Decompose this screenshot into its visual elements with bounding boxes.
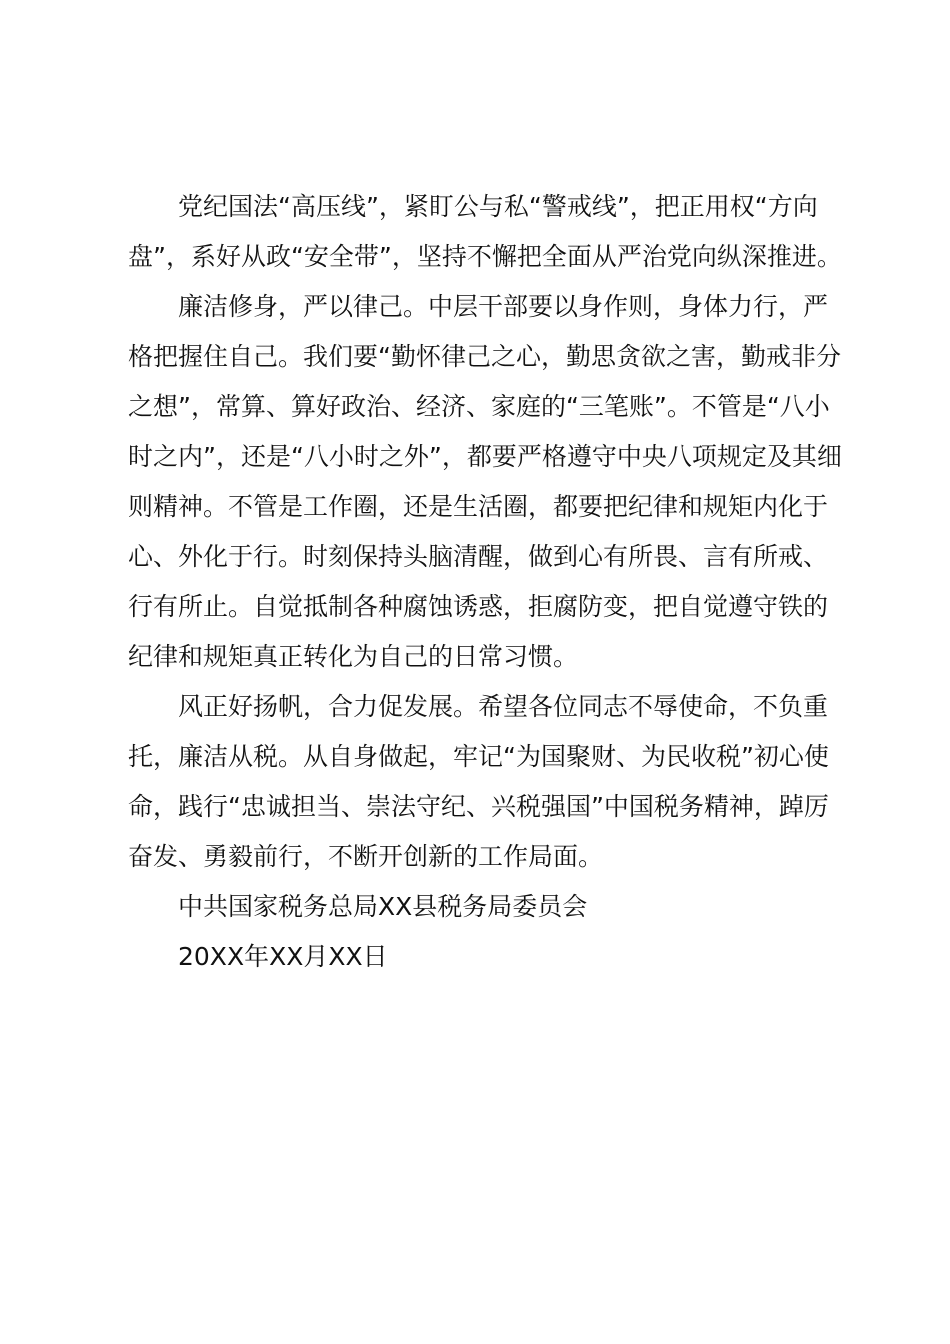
signature-organization: 中共国家税务总局XX县税务局委员会 xyxy=(178,892,588,921)
paragraph-2-line-5: 则精神。不管是工作圈，还是生活圈，都要把纪律和规矩内化于 xyxy=(128,492,829,521)
paragraph-2-line-6: 心、外化于行。时刻保持头脑清醒，做到心有所畏、言有所戒、 xyxy=(128,542,829,571)
paragraph-3-line-2: 托，廉洁从税。从自身做起，牢记“为国聚财、为民收税”初心使 xyxy=(128,742,829,771)
paragraph-2-line-2: 格把握住自己。我们要“勤怀律己之心，勤思贪欲之害，勤戒非分 xyxy=(128,342,841,371)
document-body xyxy=(128,182,853,982)
paragraph-3-line-3: 命，践行“忠诚担当、崇法守纪、兴税强国”中国税务精神，踔厉 xyxy=(128,792,829,821)
paragraph-1-line-1: 党纪国法“高压线”，紧盯公与私“警戒线”，把正用权“方向 xyxy=(178,192,818,221)
paragraph-2-line-1: 廉洁修身，严以律己。中层干部要以身作则，身体力行，严 xyxy=(178,292,829,321)
paragraph-2-line-7: 行有所止。自觉抵制各种腐蚀诱惑，拒腐防变，把自觉遵守铁的 xyxy=(128,592,829,621)
paragraph-2-line-8: 纪律和规矩真正转化为自己的日常习惯。 xyxy=(128,642,579,671)
signature-date: 20XX年XX月XX日 xyxy=(178,942,388,971)
paragraph-3-line-1: 风正好扬帆，合力促发展。希望各位同志不辱使命，不负重 xyxy=(178,692,829,721)
paragraph-1-line-2: 盘”，系好从政“安全带”，坚持不懈把全面从严治党向纵深推进。 xyxy=(128,242,842,271)
paragraph-3-line-4: 奋发、勇毅前行，不断开创新的工作局面。 xyxy=(128,842,604,871)
paragraph-2-line-4: 时之内”，还是“八小时之外”，都要严格遵守中央八项规定及其细 xyxy=(128,442,842,471)
paragraph-2-line-3: 之想”，常算、算好政治、经济、家庭的“三笔账”。不管是“八小 xyxy=(128,392,830,421)
